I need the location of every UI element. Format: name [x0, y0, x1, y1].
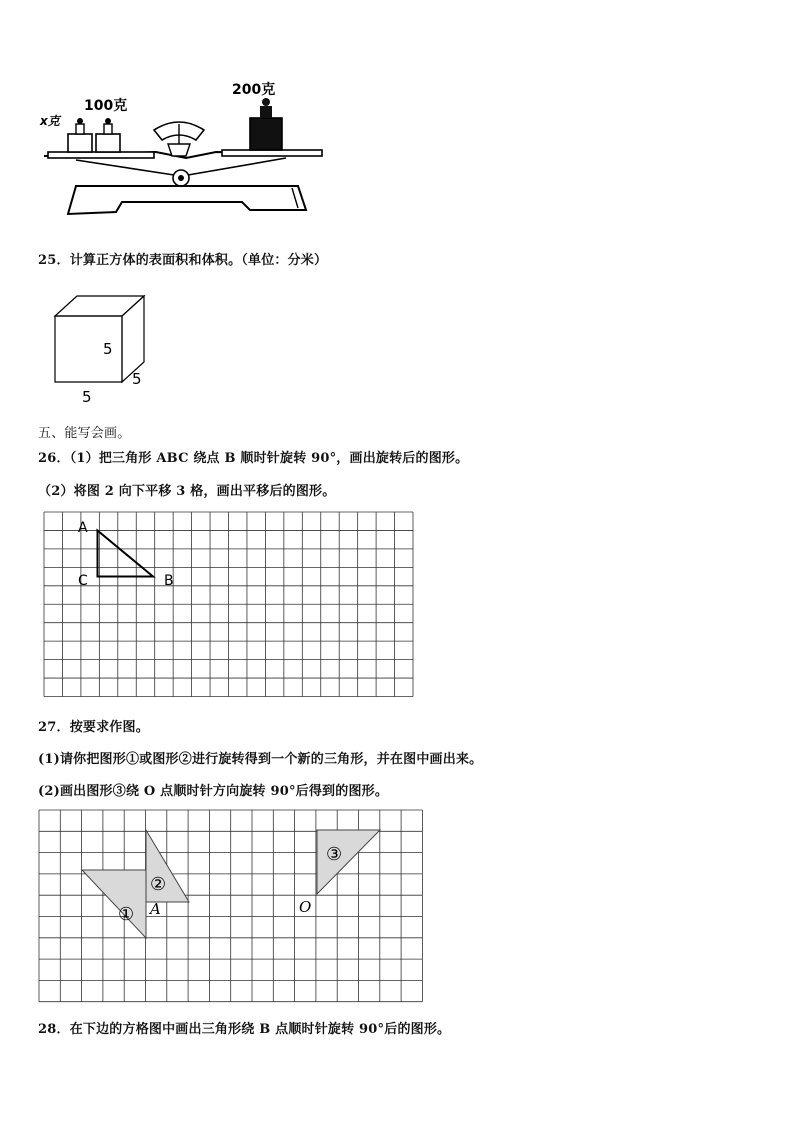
- weight-100-icon: [96, 118, 120, 152]
- weight-200-icon: [250, 98, 282, 150]
- grid-q26-lines: [44, 512, 413, 697]
- question-27-title: 27．按要求作图。: [38, 720, 149, 735]
- right-pan: [222, 150, 322, 156]
- shape-3-label: ③: [326, 844, 343, 865]
- pivot-icon: [76, 158, 286, 186]
- weight-label-200: 200克: [232, 82, 276, 98]
- shape-1: [82, 870, 146, 938]
- point-a-label: A: [150, 900, 161, 918]
- question-26-part-1: 26．（1）把三角形 ABC 绕点 B 顺时针旋转 90°，画出旋转后的图形。: [38, 451, 469, 466]
- cube-bottom-dim: 5: [82, 388, 92, 406]
- question-27-part-1: (1)请你把图形①或图形②进行旋转得到一个新的三角形，并在图中画出来。: [38, 752, 483, 767]
- weight-x-icon: [68, 118, 92, 152]
- label-a: A: [78, 520, 88, 536]
- grid-q26: [40, 508, 420, 704]
- triangle-abc: [98, 531, 154, 577]
- point-o-label: O: [299, 898, 312, 916]
- balance-base: [68, 186, 306, 214]
- dial-icon: [154, 122, 204, 156]
- question-28: 28．在下边的方格图中画出三角形绕 B 点顺时针旋转 90°后的图形。: [38, 1022, 451, 1037]
- label-b: B: [164, 573, 174, 589]
- cube-figure: [50, 294, 154, 406]
- shape-2-label: ②: [150, 874, 167, 895]
- shape-1-label: ①: [118, 904, 135, 925]
- label-c: C: [78, 573, 88, 589]
- weight-label-x: x克: [40, 114, 60, 128]
- balance-scale-figure: [36, 74, 336, 222]
- question-25: 25．计算正方体的表面积和体积。（单位：分米）: [38, 253, 328, 268]
- weight-label-100: 100克: [84, 98, 128, 114]
- grid-q27: [36, 806, 428, 1008]
- left-pan: [48, 152, 154, 158]
- question-27-part-2: (2)画出图形③绕 O 点顺时针方向旋转 90°后得到的图形。: [38, 784, 389, 799]
- section-5-heading: 五、能写会画。: [38, 426, 131, 441]
- question-26-part-2: （2）将图 2 向下平移 3 格，画出平移后的图形。: [38, 484, 336, 499]
- cube-side-dim: 5: [132, 370, 142, 388]
- cube-front-dim: 5: [103, 340, 113, 358]
